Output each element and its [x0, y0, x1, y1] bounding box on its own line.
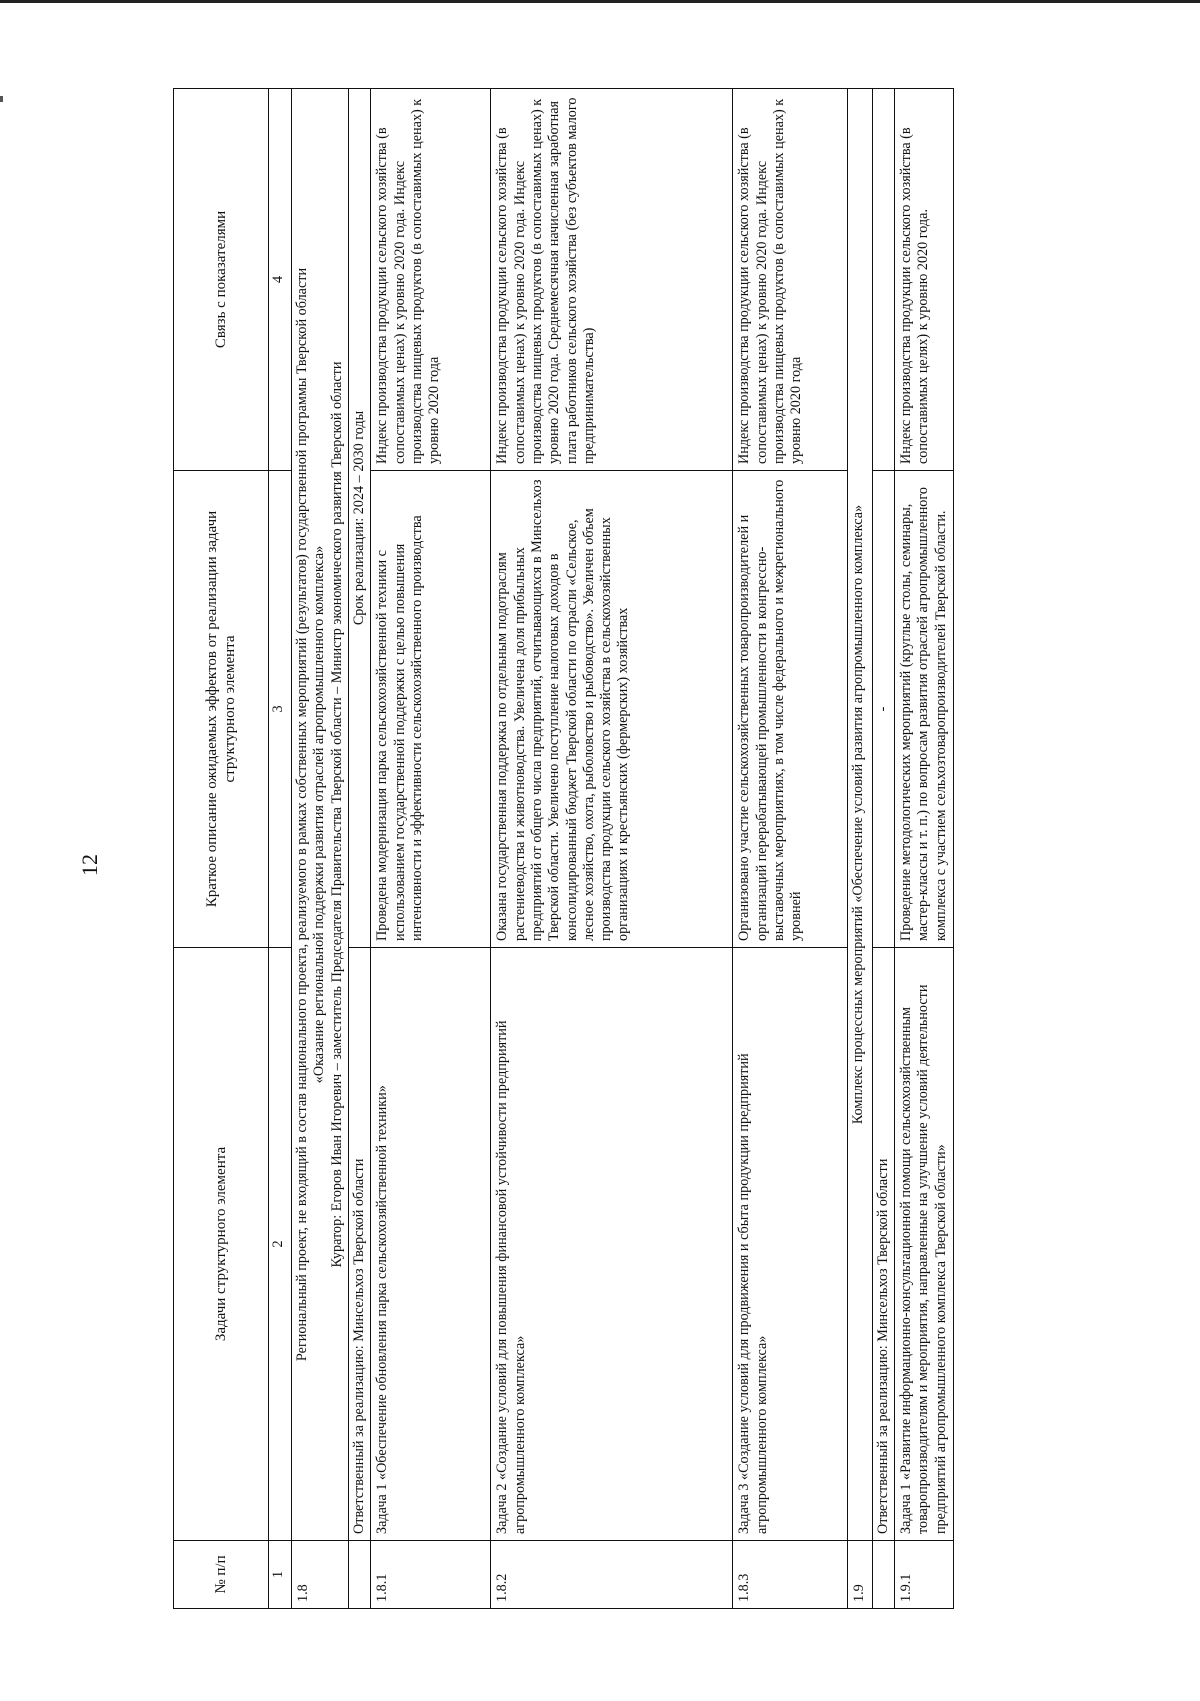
- column-index-2: 2: [269, 948, 292, 1541]
- project-curator: Куратор: Егоров Иван Игоревич – заместитель Председателя Правительства Тверской области – Министр экономического развития Тверской области: [328, 361, 345, 1268]
- header-indicators: Связь с показателями: [174, 89, 269, 471]
- complex-title: Комплекс процессных мероприятий «Обеспечение условий развития агропромышленного комплекса»: [848, 89, 872, 1541]
- table-row: [733, 89, 848, 1609]
- project-responsible: Ответственный за реализацию: Минсельхоз Тверской области: [348, 948, 370, 1541]
- project-number: 1.8: [292, 1541, 349, 1609]
- scan-top-border: [0, 0, 1200, 3]
- complex-dash: -: [872, 471, 894, 948]
- row-number: 1.8.2: [491, 1541, 733, 1609]
- row-number: 1.9.1: [894, 1541, 953, 1609]
- column-index-3: 3: [269, 471, 292, 948]
- empty-cell: [348, 1541, 370, 1609]
- complex-responsible: Ответственный за реализацию: Минсельхоз Тверской области: [872, 948, 894, 1541]
- row-number: 1.8.3: [733, 1541, 848, 1609]
- table-row: [894, 89, 953, 1609]
- column-index-1: 1: [269, 1541, 292, 1609]
- row-effect: Проведение методологических мероприятий (круглые столы, семинары, мастер-классы и т. п.) по вопросам развития отраслей агропромышленного комплекса с участием сельхозтоваропроизводителей Тверской области.: [894, 471, 953, 948]
- page-number: 12: [77, 854, 102, 876]
- row-task: Задача 2 «Создание условий для повышения финансовой устойчивости предприятий агропромышленного комплекса»: [491, 948, 733, 1541]
- row-number: 1.8.1: [371, 1541, 491, 1609]
- header-row: [174, 89, 269, 1609]
- scan-edge-mark: [0, 96, 3, 102]
- row-task: Задача 3 «Создание условий для продвижения и сбыта продукции предприятий агропромышленного комплекса»: [733, 948, 848, 1541]
- header-tasks: Задачи структурного элемента: [174, 948, 269, 1541]
- row-task: Задача 1 «Обеспечение обновления парка сельскохозяйственной техники»: [371, 948, 491, 1541]
- complex-title-row: [848, 89, 872, 1609]
- header-effects: Краткое описание ожидаемых эффектов от реализации задачи структурного элемента: [174, 471, 269, 948]
- rotated-table-container: [173, 89, 1200, 1609]
- column-index-4: 4: [269, 89, 292, 471]
- table-row: [371, 89, 491, 1609]
- row-indicator: Индекс производства продукции сельского хозяйства (в сопоставимых ценах) к уровню 2020 года. Индекс производства пищевых продуктов (в сопоставимых ценах) к уровню 2020 года. Среднемесячная начисленная заработная плата работников сельского хозяйства (без субъектов малого предпринимательства): [491, 89, 733, 471]
- complex-number: 1.9: [848, 1541, 872, 1609]
- complex-responsible-row: [872, 89, 894, 1609]
- row-indicator: Индекс производства продукции сельского хозяйства (в сопоставимых целях) к уровню 2020 года.: [894, 89, 953, 471]
- empty-cell: [872, 1541, 894, 1609]
- empty-cell: [872, 89, 894, 471]
- row-indicator: Индекс производства продукции сельского хозяйства (в сопоставимых ценах) к уровню 2020 года. Индекс производства пищевых продуктов (в сопоставимых ценах) к уровню 2020 года: [733, 89, 848, 471]
- project-responsible-row: [348, 89, 370, 1609]
- row-effect: Организовано участие сельскохозяйственных товаропроизводителей и организаций перерабатывающей промышленности в конгрессно-выставочных мероприятиях, в том числе федерального и межрегионального уровней: [733, 471, 848, 948]
- header-num: № п/п: [174, 1541, 269, 1609]
- column-index-row: [269, 89, 292, 1609]
- row-task: Задача 1 «Развитие информационно-консультационной помощи сельскохозяйственным товаропроизводителям и мероприятия, направленные на улучшение условий деятельности предприятий агропромышленного комплекса Тверской области»: [894, 948, 953, 1541]
- row-effect: Оказана государственная поддержка по отдельным подотраслям растениеводства и животноводства. Увеличена доля прибыльных предприятий от общего числа предприятий, отчитывающихся в Минсельхоз Тверской области. Увеличено поступление налоговых доходов в консолидированный бюджет Тверской области по отрасли «Сельское, лесное хозяйство, охота, рыболовство и рыбоводство». Увеличен объем производства продукции сельского хозяйства в сельскохозяйственных организациях и крестьянских (фермерских) хозяйствах: [491, 471, 733, 948]
- structural-elements-table: [173, 88, 954, 1609]
- row-effect: Проведена модернизация парка сельскохозяйственной техники с использованием государственной поддержки с целью повышения интенсивности и эффективности сельскохозяйственного производства: [371, 471, 491, 948]
- table-row: [491, 89, 733, 1609]
- project-title-line1: Региональный проект, не входящий в состав национального проекта, реализуемого в рамках собственных мероприятий (результатов) государственной программы Тверской области: [294, 267, 310, 1362]
- project-term: Срок реализации: 2024 – 2030 годы: [348, 89, 370, 948]
- row-indicator: Индекс производства продукции сельского хозяйства (в сопоставимых ценах) к уровню 2020 года. Индекс производства пищевых продуктов (в сопоставимых ценах) к уровню 2020 года: [371, 89, 491, 471]
- project-title-line2: «Оказание региональной поддержки развития отраслей агропромышленного комплекса»: [311, 545, 328, 1084]
- project-title-cell: [292, 89, 349, 1541]
- project-title-row: [292, 89, 349, 1609]
